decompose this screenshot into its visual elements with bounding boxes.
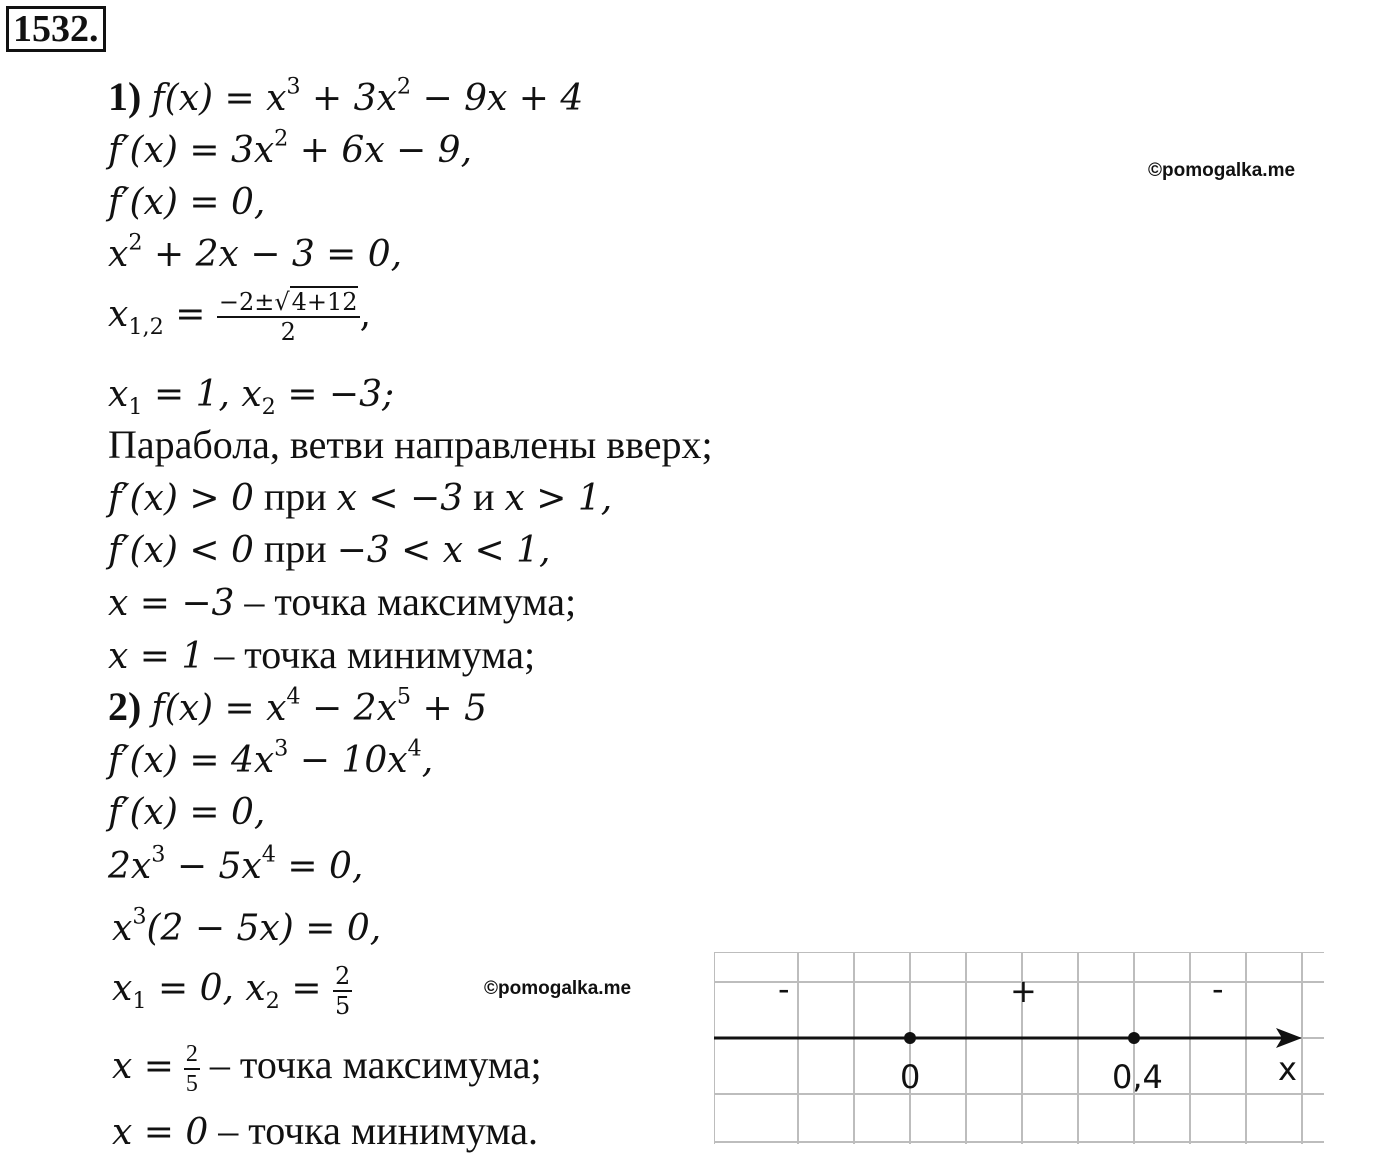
part1-quadratic <box>108 230 402 280</box>
part1-parabola: Парабола, ветви направлены вверх; <box>108 422 713 467</box>
subscript: 1,2 <box>128 313 164 340</box>
part1-positive <box>108 472 612 524</box>
func-text-b: + 3x <box>300 78 397 119</box>
part2-equation <box>108 842 363 892</box>
deriv-b: − 10x <box>288 740 408 781</box>
part2-minimum <box>112 1106 538 1158</box>
deriv-b: + 6x − 9, <box>288 130 473 171</box>
max-a: x = −3 <box>108 583 235 624</box>
part2-function-expr <box>151 683 488 729</box>
exp: 4 <box>261 841 276 868</box>
exp: 4 <box>286 683 301 710</box>
deriv-a: f′(x) = 4x <box>108 740 275 781</box>
sign-interval-1: - <box>778 970 790 1008</box>
equals: = <box>163 294 206 335</box>
neg-a: f′(x) < 0 <box>108 530 254 571</box>
subscript: 2 <box>261 393 276 420</box>
pos-b: при <box>253 474 337 519</box>
neg-c: −3 < x < 1, <box>336 530 551 571</box>
deriv-zero-text: f′(x) = 0, <box>108 182 266 223</box>
part2-label: 2) <box>108 684 142 729</box>
func-a: f(x) = x <box>151 688 287 729</box>
min-a: x = 1 <box>108 636 205 677</box>
fac-b: (2 − 5x) = 0, <box>146 908 382 949</box>
part1-maximum <box>108 577 576 629</box>
frac-sqrt: 4+12 <box>291 288 358 316</box>
x1: x <box>108 374 129 415</box>
quad-b: + 2x − 3 = 0, <box>142 234 403 275</box>
watermark-bottom: ©pomogalka.me <box>484 978 632 999</box>
exp: 4 <box>407 735 422 762</box>
part2-factored <box>112 904 381 954</box>
pos-a: f′(x) > 0 <box>108 478 254 519</box>
exp: 3 <box>132 903 147 930</box>
part2-deriv-zero <box>108 788 265 838</box>
exp: 5 <box>396 683 412 710</box>
point-label-zero: 0 <box>900 1058 921 1096</box>
subscript: 1 <box>132 987 147 1014</box>
x2: = 0, x <box>146 968 266 1009</box>
comma: , <box>359 294 372 335</box>
exp: 2 <box>274 125 289 152</box>
eq-a: 2x <box>108 846 152 887</box>
eq-b: − 5x <box>165 846 262 887</box>
deriv-a: f′(x) = 3x <box>108 130 275 171</box>
sign-interval-2: + <box>1010 972 1037 1010</box>
exp: 2 <box>128 229 143 256</box>
deriv-c: , <box>421 740 434 781</box>
subscript: 1 <box>128 393 143 420</box>
frac-den: 2 <box>280 318 296 346</box>
exp: 3 <box>286 73 301 100</box>
part1-label: 1) <box>108 74 142 119</box>
max-a: x = <box>112 1046 174 1088</box>
quad-a: x <box>108 234 129 275</box>
part1-derivative <box>108 126 472 176</box>
part2-roots <box>112 962 352 1020</box>
exp: 3 <box>151 841 166 868</box>
part2-derivative <box>108 736 433 786</box>
pos-e: x > 1, <box>504 478 613 519</box>
frac-num-a: −2± <box>218 288 275 316</box>
part1-function-expr <box>151 73 584 119</box>
f-symbol: f <box>151 78 165 119</box>
deriv-zero-text: f′(x) = 0, <box>108 792 266 833</box>
part1-minimum <box>108 630 535 682</box>
part1-negative <box>108 524 551 576</box>
frac-num: 2 <box>334 962 351 990</box>
root-fraction <box>333 962 352 1020</box>
max-fraction <box>184 1040 200 1098</box>
part1-function <box>108 72 583 124</box>
frac-den: 5 <box>185 1071 198 1097</box>
func-b: − 2x <box>300 688 397 729</box>
x1: x <box>112 968 133 1009</box>
part1-roots-formula <box>108 288 371 346</box>
min-b: – точка минимума; <box>204 632 536 677</box>
watermark-top: ©pomogalka.me <box>1148 160 1296 181</box>
axis-label-x: x <box>1278 1050 1297 1088</box>
frac-num: 2 <box>184 1040 200 1070</box>
sign-interval-3: - <box>1212 970 1224 1008</box>
subscript: 2 <box>265 987 280 1014</box>
number-line-diagram <box>714 952 1324 1144</box>
eq-c: = 0, <box>275 846 364 887</box>
fac-a: x <box>112 908 133 949</box>
point-zero <box>904 1032 916 1044</box>
min-a: x = 0 <box>112 1112 209 1153</box>
neg-b: при <box>253 526 337 571</box>
point-label-zero-four: 0,4 <box>1112 1058 1163 1096</box>
frac-den: 5 <box>334 992 351 1020</box>
func-c: + 5 <box>411 688 488 729</box>
min-b: – точка минимума. <box>208 1108 538 1153</box>
pos-c: x < −3 <box>336 478 464 519</box>
x2: = 1, x <box>142 374 262 415</box>
func-text-a: (x) = x <box>164 78 287 119</box>
roots-tail: = −3; <box>275 374 395 415</box>
problem-number: 1532. <box>6 6 106 52</box>
max-b: – точка максимума; <box>234 579 577 624</box>
part1-roots-values <box>108 370 394 420</box>
max-b: – точка максимума; <box>199 1042 542 1088</box>
equals: = <box>279 968 322 1009</box>
pos-d: и <box>463 474 505 519</box>
part2-function <box>108 682 487 734</box>
point-zero-four <box>1128 1032 1140 1044</box>
exp: 2 <box>396 73 412 100</box>
exp: 3 <box>274 735 289 762</box>
roots-fraction: $\frac{-2\pm√4+12}{2}$ <box>218 288 358 346</box>
x-symbol: x <box>108 294 129 335</box>
part1-deriv-zero <box>108 178 265 228</box>
func-text-c: − 9x + 4 <box>411 78 584 119</box>
part2-maximum <box>112 1040 542 1098</box>
